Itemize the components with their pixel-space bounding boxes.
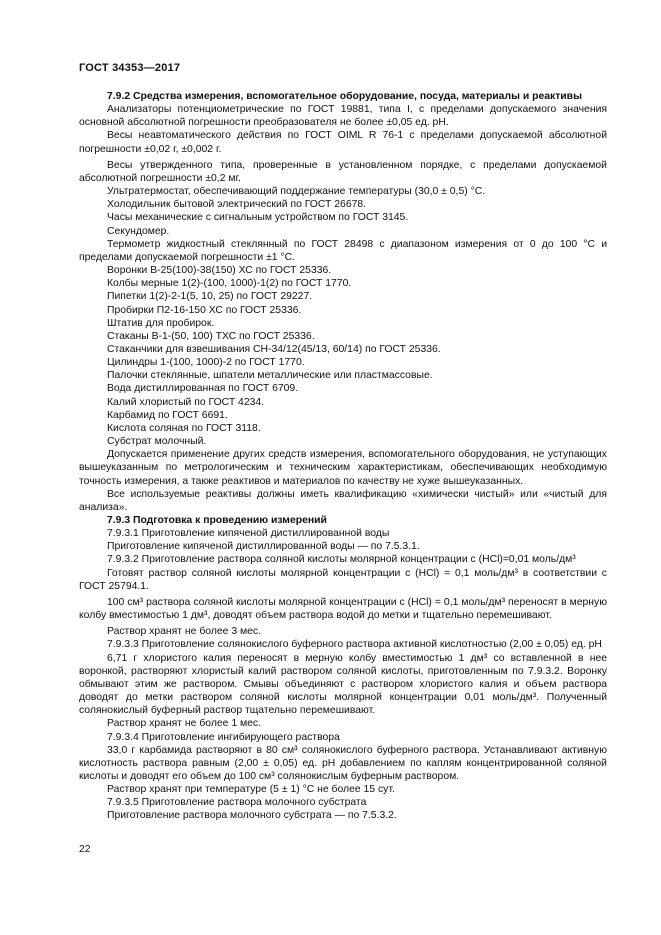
paragraph: Колбы мерные 1(2)-(100, 1000)-1(2) по ГОСТ 1770. (107, 278, 352, 290)
paragraph: Термометр жидкостный стеклянный по ГОСТ 28498 с диапазоном измерения от 0 до 100 °С и пределами допускаемой погрешности ±1 °С. (79, 238, 607, 263)
paragraph: Секундомер. (107, 225, 170, 237)
paragraph: Раствор хранят не более 3 мес. (107, 626, 262, 638)
paragraph: Допускается применение других средств измерения, вспомогательного оборудования, не уступающих вышеуказанным по метрологическим и техническим характеристикам, обеспечивающих необходимую точность измерения, а также реактивов и материалов по качеству не хуже вышеуказанных. (79, 449, 607, 487)
page-number: 22 (79, 844, 91, 855)
paragraph: Готовят раствор соляной кислоты молярной концентрации с (HCl) = 0,1 моль/дм³ в соответствии с ГОСТ 25794.1. (79, 567, 607, 592)
paragraph: Пробирки П2-16-150 ХС по ГОСТ 25336. (107, 304, 302, 316)
paragraph: Цилиндры 1-(100, 1000)-2 по ГОСТ 1770. (107, 357, 305, 369)
paragraph: Раствор хранят не более 1 мес. (107, 718, 262, 730)
paragraph: 7.9.3.3 Приготовление солянокислого буферного раствора активной кислотностью (2,00 ± 0,05) ед. pH (107, 639, 602, 651)
document-code-header: ГОСТ 34353—2017 (79, 62, 181, 74)
paragraph: Стаканчики для взвешивания СН-34/12(45/13, 60/14) по ГОСТ 25336. (107, 343, 441, 355)
paragraph: 7.9.3.2 Приготовление раствора соляной кислоты молярной концентрации с (HCl)=0,01 моль/дм³ (107, 554, 576, 566)
paragraph: 7.9.3.4 Приготовление ингибирующего раствора (107, 731, 340, 743)
paragraph: Весы утвержденного типа, проверенные в установленном порядке, с пределами допускаемой абсолютной погрешности ±0,2 мг. (79, 159, 607, 184)
section-heading: 7.9.3 Подготовка к проведению измерений (107, 515, 327, 526)
paragraph: Воронки В-25(100)-38(150) ХС по ГОСТ 25336. (107, 265, 332, 277)
paragraph: Стаканы В-1-(50, 100) ТХС по ГОСТ 25336. (107, 330, 315, 342)
paragraph: Пипетки 1(2)-2-1(5, 10, 25) по ГОСТ 29227. (107, 291, 313, 303)
paragraph: Кислота соляная по ГОСТ 3118. (107, 422, 261, 434)
paragraph: Анализаторы потенциометрические по ГОСТ 19881, типа I, с пределами допускаемого значения основной абсолютной погрешности преобразователя не более ±0,05 ед. pH. (79, 104, 607, 129)
paragraph: Приготовление раствора молочного субстрата — по 7.5.3.2. (107, 810, 397, 822)
paragraph: Штатив для пробирок. (107, 317, 215, 329)
paragraph: 100 см³ раствора соляной кислоты молярной концентрации с (HCl) = 0,1 моль/дм³ переносят в мерную колбу вместимостью 1 дм³, доводят объем раствора водой до метки и тщательно перемешивают. (79, 596, 607, 622)
paragraph: Карбамид по ГОСТ 6691. (107, 409, 228, 421)
paragraph: 33,0 г карбамида растворяют в 80 см³ солянокислого буферного раствора. Устанавливают активную кислотность раствора равным (2,00 ± 0,05) ед. pH добавлением по каплям концентрированной соляной кислоты и доводят его объем до 100 см³ солянокислым буферным раствором. (79, 744, 607, 782)
paragraph: Приготовление кипяченой дистиллированной воды — по 7.5.3.1. (107, 541, 420, 553)
paragraph: Калий хлористый по ГОСТ 4234. (107, 396, 265, 408)
paragraph: Ультратермостат, обеспечивающий поддержание температуры (30,0 ± 0,5) °С. (107, 186, 486, 198)
section-heading: 7.9.2 Средства измерения, вспомогательное оборудование, посуда, материалы и реактивы (107, 91, 582, 102)
paragraph: Палочки стеклянные, шпатели металлические или пластмассовые. (107, 370, 433, 382)
paragraph: Часы механические с сигнальным устройством по ГОСТ 3145. (107, 212, 409, 224)
paragraph: 7.9.3.1 Приготовление кипяченой дистиллированной воды (107, 528, 390, 540)
paragraph: Холодильник бытовой электрический по ГОСТ 26678. (107, 199, 367, 211)
paragraph: 6,71 г хлористого калия переносят в мерную колбу вместимостью 1 дм³ со вставленной в нее воронкой, растворяют хлористый калий раствором соляной кислоты, приготовленным по 7.9.3.2. Воронку обмывают этим же раствором. Смывы объединяют с раствором хлористого калия и объем раствора доводят до метки раствором соляной кислоты молярной концентрации 0,01 моль/дм³. Полученный солянокислый буферный раствор тщательно перемешивают. (79, 652, 607, 717)
paragraph: Все используемые реактивы должны иметь квалификацию «химически чистый» или «чистый для анализа». (79, 488, 607, 513)
paragraph: 7.9.3.5 Приготовление раствора молочного субстрата (107, 797, 367, 809)
paragraph: Раствор хранят при температуре (5 ± 1) °С не более 15 сут. (107, 784, 395, 796)
paragraph: Субстрат молочный. (107, 436, 207, 448)
paragraph: Вода дистиллированная по ГОСТ 6709. (107, 383, 299, 395)
paragraph: Весы неавтоматического действия по ГОСТ OIML R 76-1 с пределами допускаемой абсолютной погрешности ±0,02 г, ±0,002 г. (79, 130, 607, 155)
document-body (79, 90, 607, 823)
